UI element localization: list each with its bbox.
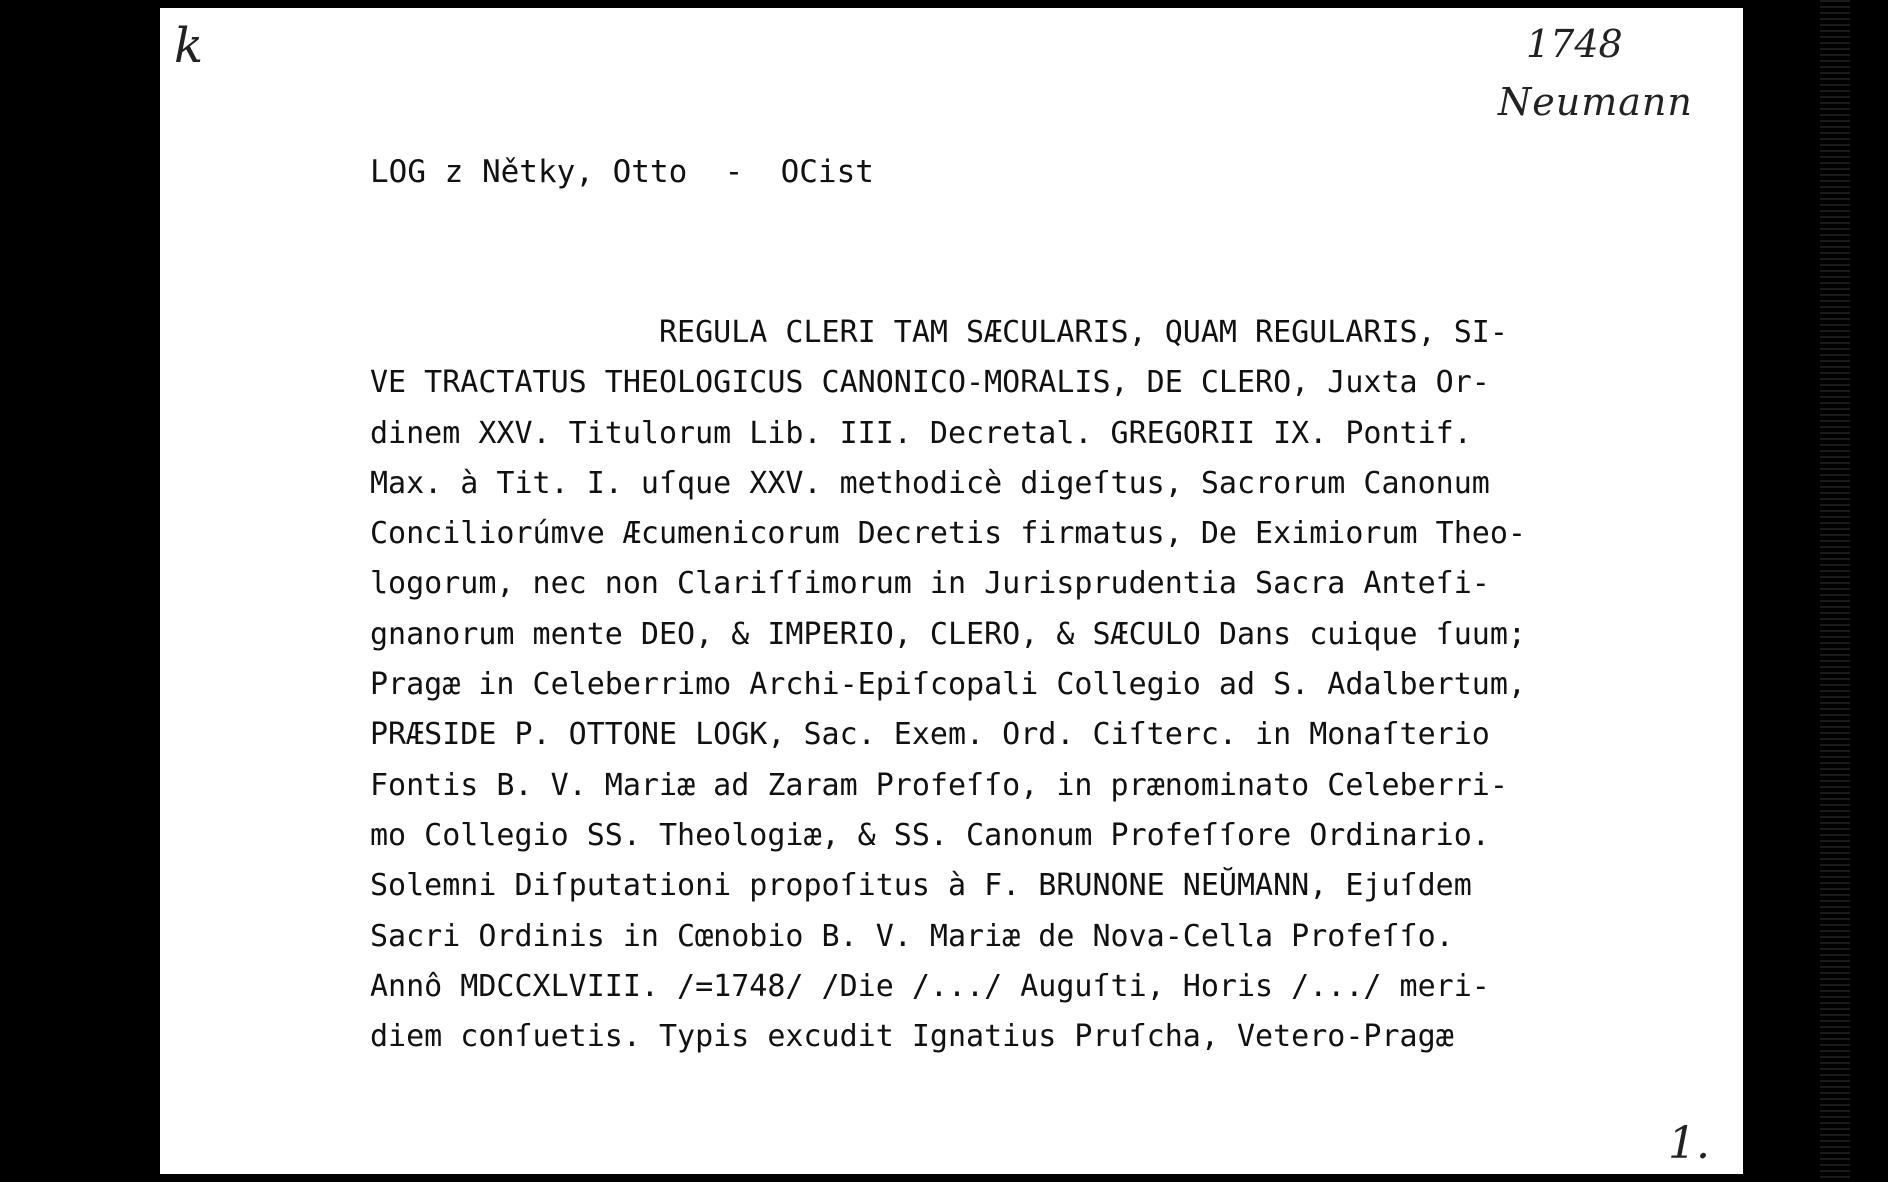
body-line: PRÆSIDE P. OTTONE LOGK, Sac. Exem. Ord. Ciſterc. in Monaſterio [370,717,1490,753]
card-body-title-description [370,308,1710,1062]
body-line: Sacri Ordinis in Cœnobio B. V. Mariæ de Nova-Cella Profeſſo. [370,918,1454,954]
body-line: Solemni Diſputationi propoſitus à F. BRUNONE NEŬMANN, Ejuſdem [370,868,1472,904]
body-line: REGULA CLERI TAM SÆCULARIS, QUAM REGULARIS, SI- [370,315,1508,350]
body-line: Max. à Tit. I. uſque XXV. methodicè digeſtus, Sacrorum Canonum [370,465,1490,501]
body-line: logorum, nec non Clariſſimorum in Jurisprudentia Sacra Anteſi- [370,566,1490,602]
handwritten-page-number: 1. [1668,1118,1710,1169]
body-line: diem conſuetis. Typis excudit Ignatius Pruſcha, Vetero-Pragæ [370,1019,1454,1055]
body-line: Annô MDCCXLVIII. /=1748/ /Die /.../ Auguſti, Horis /.../ meri- [370,968,1490,1004]
catalog-card [160,8,1743,1174]
card-header-author: LOG z Nětky, Otto - OCist [370,154,874,190]
handwritten-year: 1748 [1526,22,1623,66]
body-line: gnanorum mente DEO, & IMPERIO, CLERO, & SÆCULO Dans cuique ſuum; [370,616,1526,652]
film-edge-strip [1820,0,1850,1182]
corner-handwritten-mark: k [174,18,204,74]
body-line: Fontis B. V. Mariæ ad Zaram Profeſſo, in prænominato Celeberri- [370,767,1508,803]
body-line: mo Collegio SS. Theologiæ, & SS. Canonum Profeſſore Ordinario. [370,817,1490,853]
body-line: Pragæ in Celeberrimo Archi-Epiſcopali Collegio ad S. Adalbertum, [370,667,1526,703]
body-line: VE TRACTATUS THEOLOGICUS CANONICO-MORALIS, DE CLERO, Juxta Or- [370,365,1490,401]
body-line: Conciliorúmve Æcumenicorum Decretis firmatus, De Eximiorum Theo- [370,516,1526,552]
handwritten-name: Neumann [1498,80,1693,124]
body-line: dinem XXV. Titulorum Lib. III. Decretal. GREGORII IX. Pontif. [370,415,1472,451]
